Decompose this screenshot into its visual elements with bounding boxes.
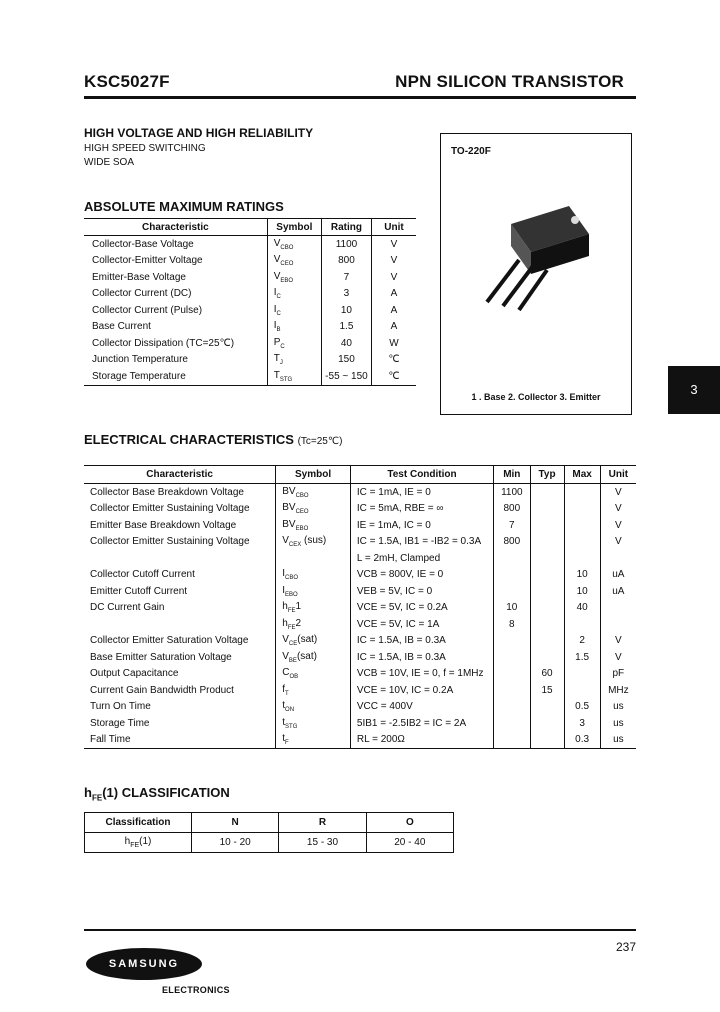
- abs-max-symbol-sub: C: [276, 294, 281, 301]
- ec-max: [564, 666, 600, 683]
- ec-test-condition: IC = 1.5A, IB = 0.3A: [350, 633, 493, 650]
- ec-symbol-main: C: [282, 667, 290, 679]
- ec-symbol-main: V: [282, 634, 289, 646]
- ec-symbol: [276, 666, 351, 683]
- ec-header-characteristic: Characteristic: [84, 466, 276, 484]
- elec-char-row: [84, 600, 636, 617]
- abs-max-rating: 3: [321, 286, 371, 303]
- footer-rule: [84, 929, 636, 931]
- ec-max: 10: [564, 567, 600, 584]
- ec-symbol: [276, 567, 351, 584]
- hfe-header-row: [85, 813, 454, 833]
- ec-min: [494, 715, 530, 732]
- ec-unit: V: [615, 651, 622, 663]
- ec-min: [494, 583, 530, 600]
- ec-characteristic: Collector Emitter Sustaining Voltage: [84, 501, 276, 518]
- abs-max-characteristic: Collector Dissipation (TC=25℃): [84, 335, 267, 352]
- ec-symbol-sub: CBO: [285, 575, 299, 582]
- abs-max-rating: 40: [321, 335, 371, 352]
- abs-max-symbol-sub: B: [276, 327, 281, 334]
- ec-symbol-sub: CE: [288, 641, 298, 648]
- abs-max-header-rating: Rating: [321, 219, 371, 236]
- ec-max: 0.5: [564, 699, 600, 716]
- ec-characteristic: Collector Emitter Sustaining Voltage: [84, 534, 276, 551]
- ec-characteristic: Collector Base Breakdown Voltage: [84, 484, 276, 501]
- abs-max-characteristic: Collector Current (DC): [84, 286, 267, 303]
- elec-char-row: [84, 649, 636, 666]
- abs-max-unit: V: [390, 271, 398, 283]
- abs-max-characteristic: Emitter-Base Voltage: [84, 269, 267, 286]
- ec-unit: V: [615, 503, 622, 515]
- ec-typ: [530, 633, 564, 650]
- ec-max: 10: [564, 583, 600, 600]
- ec-symbol: [276, 715, 351, 732]
- elec-char-row: [84, 501, 636, 518]
- ec-symbol: [276, 501, 351, 518]
- ec-typ: [530, 732, 564, 749]
- header-rule: [84, 96, 636, 99]
- ec-test-condition: IE = 1mA, IC = 0: [350, 517, 493, 534]
- ec-characteristic: Turn On Time: [84, 699, 276, 716]
- ec-symbol: [276, 583, 351, 600]
- ec-min: [494, 699, 530, 716]
- section-tab: 3: [668, 366, 720, 414]
- ec-max: 0.3: [564, 732, 600, 749]
- package-name: TO-220F: [451, 146, 491, 157]
- ec-max: [564, 517, 600, 534]
- ec-symbol-sub: T: [285, 690, 289, 697]
- ec-test-condition: VCB = 10V, IE = 0, f = 1MHz: [350, 666, 493, 683]
- abs-max-symbol-sub: C: [280, 343, 285, 350]
- abs-max-row: [84, 236, 416, 253]
- abs-max-symbol: [267, 236, 321, 253]
- abs-max-unit: W: [389, 337, 399, 349]
- hfe-row-label: [85, 833, 192, 853]
- ec-characteristic: Storage Time: [84, 715, 276, 732]
- abs-max-rating: 10: [321, 302, 371, 319]
- ec-characteristic: Emitter Cutoff Current: [84, 583, 276, 600]
- ec-min: [494, 732, 530, 749]
- ec-typ: [530, 699, 564, 716]
- page-number: 237: [615, 940, 636, 954]
- ec-unit: MHz: [608, 684, 629, 696]
- ec-test-condition: IC = 5mA, RBE = ∞: [350, 501, 493, 518]
- ec-symbol: [276, 534, 351, 551]
- ec-symbol: [276, 699, 351, 716]
- abs-max-header-row: [84, 219, 416, 236]
- ec-typ: [530, 715, 564, 732]
- ec-max: [564, 616, 600, 633]
- ec-typ: [530, 567, 564, 584]
- ec-symbol: [276, 600, 351, 617]
- ec-typ: 15: [530, 682, 564, 699]
- ec-unit: [600, 616, 636, 633]
- ec-characteristic: Collector Cutoff Current: [84, 567, 276, 584]
- ec-unit: us: [613, 717, 624, 729]
- abs-max-row: [84, 253, 416, 270]
- hfe-title-sub: FE: [91, 793, 103, 803]
- ec-max: 2: [564, 633, 600, 650]
- ec-symbol: [276, 649, 351, 666]
- abs-max-characteristic: Collector-Base Voltage: [84, 236, 267, 253]
- ec-characteristic: DC Current Gain: [84, 600, 276, 617]
- abs-max-symbol: [267, 335, 321, 352]
- ec-test-condition: VCE = 5V, IC = 0.2A: [350, 600, 493, 617]
- samsung-logo: SAMSUNG: [86, 948, 202, 980]
- ec-symbol-sub: EBO: [285, 591, 298, 598]
- elec-char-row: [84, 534, 636, 551]
- ec-min: 1100: [494, 484, 530, 501]
- abs-max-row: [84, 269, 416, 286]
- abs-max-characteristic: Collector Current (Pulse): [84, 302, 267, 319]
- abs-max-row: [84, 352, 416, 369]
- ec-test-condition: 5IB1 = -2.5IB2 = IC = 2A: [350, 715, 493, 732]
- ec-symbol: [276, 517, 351, 534]
- ec-symbol-suffix: (sat): [297, 634, 318, 646]
- abs-max-unit: V: [390, 255, 398, 267]
- abs-max-symbol-sub: C: [276, 310, 281, 317]
- package-box: [440, 133, 632, 415]
- abs-max-row: [84, 368, 416, 385]
- ec-symbol-sub: BE: [288, 657, 297, 664]
- ec-symbol-main: t: [282, 716, 286, 728]
- elec-char-row: [84, 583, 636, 600]
- elec-char-row: [84, 567, 636, 584]
- ec-characteristic: Current Gain Bandwidth Product: [84, 682, 276, 699]
- ec-unit: [600, 550, 636, 567]
- ec-symbol-sub: F: [285, 740, 289, 747]
- ec-symbol-main: h: [282, 601, 288, 613]
- ec-unit: V: [615, 486, 622, 498]
- elec-char-row: [84, 517, 636, 534]
- ec-test-condition: L = 2mH, Clamped: [350, 550, 493, 567]
- ec-symbol-main: I: [282, 584, 286, 596]
- abs-max-symbol-sub: EBO: [280, 277, 294, 284]
- abs-max-header-characteristic: Characteristic: [84, 219, 267, 236]
- ec-typ: [530, 600, 564, 617]
- ec-min: 7: [494, 517, 530, 534]
- abs-max-symbol-main: V: [273, 254, 281, 266]
- abs-max-rating: 1.5: [321, 319, 371, 336]
- hfe-range-row: [85, 833, 454, 853]
- elec-char-row: [84, 484, 636, 501]
- abs-max-rating: -55 ~ 150: [321, 368, 371, 385]
- ec-min: 800: [494, 501, 530, 518]
- ec-unit: pF: [612, 668, 625, 680]
- abs-max-symbol-main: P: [273, 336, 281, 348]
- ec-min: [494, 633, 530, 650]
- ec-max: [564, 501, 600, 518]
- abs-max-symbol: [267, 319, 321, 336]
- division-name: ELECTRONICS: [162, 985, 230, 995]
- abs-max-characteristic: Storage Temperature: [84, 368, 267, 385]
- ec-symbol: [276, 616, 351, 633]
- ec-header-symbol: Symbol: [276, 466, 351, 484]
- hfe-range-r: 15 - 30: [279, 833, 366, 853]
- ec-typ: [530, 501, 564, 518]
- abs-max-characteristic: Base Current: [84, 319, 267, 336]
- ec-test-condition: IC = 1.5A, IB1 = -IB2 = 0.3A: [350, 534, 493, 551]
- ec-unit: V: [615, 635, 622, 647]
- abs-max-unit: ℃: [388, 354, 400, 366]
- ec-header-unit: Unit: [600, 466, 636, 484]
- elec-char-row: [84, 550, 636, 567]
- ec-typ: [530, 534, 564, 551]
- ec-typ: 60: [530, 666, 564, 683]
- abs-max-symbol-sub: STG: [279, 376, 293, 383]
- elec-char-title: [84, 432, 342, 447]
- to220f-package-icon: [471, 194, 611, 314]
- elec-char-title-text: ELECTRICAL CHARACTERISTICS: [84, 432, 294, 447]
- ec-symbol-sub: FE: [287, 624, 296, 631]
- abs-max-unit: V: [390, 238, 398, 250]
- ec-symbol: [276, 682, 351, 699]
- abs-max-header-symbol: Symbol: [267, 219, 321, 236]
- ec-symbol-suffix: 1: [295, 601, 302, 613]
- hfe-range-n: 10 - 20: [192, 833, 279, 853]
- abs-max-header-unit: Unit: [371, 219, 416, 236]
- hfe-grade-r: R: [279, 813, 366, 833]
- ec-symbol-main: t: [282, 700, 286, 712]
- ec-unit: us: [600, 732, 636, 749]
- ec-characteristic: Collector Emitter Saturation Voltage: [84, 633, 276, 650]
- hfe-header-label: Classification: [85, 813, 192, 833]
- part-number: KSC5027F: [84, 72, 170, 91]
- elec-char-condition: (Tc=25℃): [297, 436, 343, 447]
- ec-header-max: Max: [564, 466, 600, 484]
- abs-max-characteristic: Junction Temperature: [84, 352, 267, 369]
- elec-char-row: [84, 633, 636, 650]
- ec-symbol-main: h: [282, 617, 288, 629]
- abs-max-rating: 150: [321, 352, 371, 369]
- hfe-class-table: [84, 812, 454, 853]
- abs-max-title: ABSOLUTE MAXIMUM RATINGS: [84, 199, 284, 214]
- elec-char-row: [84, 666, 636, 683]
- ec-typ: [530, 484, 564, 501]
- abs-max-rating: 7: [321, 269, 371, 286]
- abs-max-row: [84, 319, 416, 336]
- ec-typ: [530, 517, 564, 534]
- ec-symbol-sub: EBO: [295, 525, 309, 532]
- ec-characteristic: Emitter Base Breakdown Voltage: [84, 517, 276, 534]
- ec-symbol-sub: ON: [285, 707, 295, 714]
- abs-max-symbol-main: T: [273, 353, 280, 365]
- ec-min: [494, 550, 530, 567]
- ec-symbol-main: BV: [282, 485, 296, 497]
- abs-max-symbol-main: I: [273, 320, 277, 332]
- feature-line-3: WIDE SOA: [84, 157, 135, 168]
- ec-unit: uA: [612, 569, 625, 581]
- abs-max-unit: A: [390, 304, 398, 316]
- abs-max-symbol: [267, 253, 321, 270]
- ec-symbol-sub: CEO: [295, 509, 309, 516]
- ec-symbol-main: I: [282, 568, 286, 580]
- ec-symbol-suffix: 2: [295, 617, 302, 629]
- ec-max: 3: [564, 715, 600, 732]
- abs-max-rating: 1100: [321, 236, 371, 253]
- ec-min: 8: [494, 616, 530, 633]
- hfe-grade-n: N: [192, 813, 279, 833]
- ec-symbol-main: BV: [282, 502, 296, 514]
- abs-max-symbol-main: I: [273, 303, 277, 315]
- ec-min: 10: [494, 600, 530, 617]
- ec-symbol-main: V: [282, 650, 289, 662]
- elec-char-table: [84, 465, 636, 749]
- abs-max-symbol: [267, 269, 321, 286]
- elec-char-header-row: [84, 466, 636, 484]
- abs-max-symbol: [267, 286, 321, 303]
- abs-max-table: [84, 218, 416, 386]
- ec-max: 1.5: [564, 649, 600, 666]
- elec-char-row: [84, 732, 636, 749]
- elec-char-row: [84, 616, 636, 633]
- abs-max-unit: A: [390, 288, 398, 300]
- ec-unit: us: [613, 701, 624, 713]
- ec-characteristic: [84, 616, 276, 633]
- ec-symbol-main: f: [282, 683, 286, 695]
- abs-max-symbol: [267, 302, 321, 319]
- ec-characteristic: Base Emitter Saturation Voltage: [84, 649, 276, 666]
- ec-symbol-suffix: (sat): [296, 650, 317, 662]
- device-type: NPN SILICON TRANSISTOR: [395, 72, 624, 91]
- ec-symbol-sub: CEX: [288, 542, 302, 549]
- ec-min: [494, 649, 530, 666]
- ec-min: [494, 567, 530, 584]
- ec-symbol-sub: STG: [285, 723, 298, 730]
- abs-max-symbol-main: T: [273, 369, 280, 381]
- elec-char-row: [84, 682, 636, 699]
- hfe-range-o: 20 - 40: [366, 833, 453, 853]
- ec-test-condition: VEB = 5V, IC = 0: [350, 583, 493, 600]
- ec-symbol-suffix: (sus): [301, 535, 327, 547]
- ec-symbol: [276, 484, 351, 501]
- abs-max-symbol-sub: CEO: [280, 261, 294, 268]
- ec-symbol: [276, 633, 351, 650]
- ec-unit: V: [615, 519, 622, 531]
- ec-unit: uA: [612, 585, 625, 597]
- ec-min: [494, 666, 530, 683]
- abs-max-symbol: [267, 352, 321, 369]
- ec-characteristic: Output Capacitance: [84, 666, 276, 683]
- elec-char-row: [84, 715, 636, 732]
- ec-max: [564, 534, 600, 551]
- feature-line-1: HIGH VOLTAGE AND HIGH RELIABILITY: [84, 126, 314, 140]
- abs-max-row: [84, 335, 416, 352]
- ec-test-condition: VCB = 800V, IE = 0: [350, 567, 493, 584]
- hfe-row-rest: (1): [139, 836, 152, 847]
- hfe-title-h: h: [84, 785, 92, 800]
- ec-characteristic: [84, 550, 276, 567]
- ec-test-condition: IC = 1mA, IE = 0: [350, 484, 493, 501]
- ec-unit: [600, 600, 636, 617]
- ec-test-condition: IC = 1.5A, IB = 0.3A: [350, 649, 493, 666]
- ec-characteristic: Fall Time: [84, 732, 276, 749]
- abs-max-rating: 800: [321, 253, 371, 270]
- ec-symbol-sub: CBO: [295, 492, 309, 499]
- ec-test-condition: VCC = 400V: [350, 699, 493, 716]
- ec-max: [564, 550, 600, 567]
- abs-max-unit: ℃: [371, 368, 416, 385]
- abs-max-unit: A: [390, 321, 398, 333]
- hfe-class-title: [84, 785, 230, 803]
- abs-max-row: [84, 286, 416, 303]
- ec-symbol-main: V: [282, 535, 289, 547]
- ec-unit: V: [615, 536, 622, 548]
- hfe-title-rest: (1) CLASSIFICATION: [102, 785, 230, 800]
- ec-symbol-main: t: [282, 733, 286, 745]
- hfe-row-h: h: [124, 836, 131, 847]
- ec-typ: [530, 649, 564, 666]
- ec-min: [494, 682, 530, 699]
- abs-max-symbol-main: V: [273, 270, 281, 282]
- ec-header-min: Min: [494, 466, 530, 484]
- package-pinout: 1 . Base 2. Collector 3. Emitter: [471, 392, 601, 402]
- ec-symbol-main: BV: [282, 518, 296, 530]
- ec-symbol: [276, 732, 351, 749]
- abs-max-symbol-main: I: [273, 287, 277, 299]
- ec-symbol: [276, 550, 351, 567]
- abs-max-symbol-main: V: [273, 237, 281, 249]
- ec-symbol-sub: OB: [289, 674, 299, 681]
- ec-max: [564, 682, 600, 699]
- abs-max-symbol-sub: CBO: [280, 244, 294, 251]
- ec-symbol-sub: FE: [287, 608, 296, 615]
- ec-header-typ: Typ: [530, 466, 564, 484]
- hfe-grade-o: O: [366, 813, 453, 833]
- ec-header-condition: Test Condition: [350, 466, 493, 484]
- elec-char-row: [84, 699, 636, 716]
- abs-max-symbol: [267, 368, 321, 385]
- abs-max-row: [84, 302, 416, 319]
- ec-typ: [530, 550, 564, 567]
- feature-line-2: HIGH SPEED SWITCHING: [84, 143, 206, 154]
- abs-max-symbol-sub: J: [279, 360, 283, 367]
- ec-test-condition: VCE = 5V, IC = 1A: [350, 616, 493, 633]
- ec-min: 800: [494, 534, 530, 551]
- ec-max: 40: [564, 600, 600, 617]
- abs-max-characteristic: Collector-Emitter Voltage: [84, 253, 267, 270]
- ec-max: [564, 484, 600, 501]
- hfe-row-sub: FE: [130, 842, 140, 849]
- ec-typ: [530, 583, 564, 600]
- ec-test-condition: RL = 200Ω: [350, 732, 493, 749]
- ec-typ: [530, 616, 564, 633]
- ec-test-condition: VCE = 10V, IC = 0.2A: [350, 682, 493, 699]
